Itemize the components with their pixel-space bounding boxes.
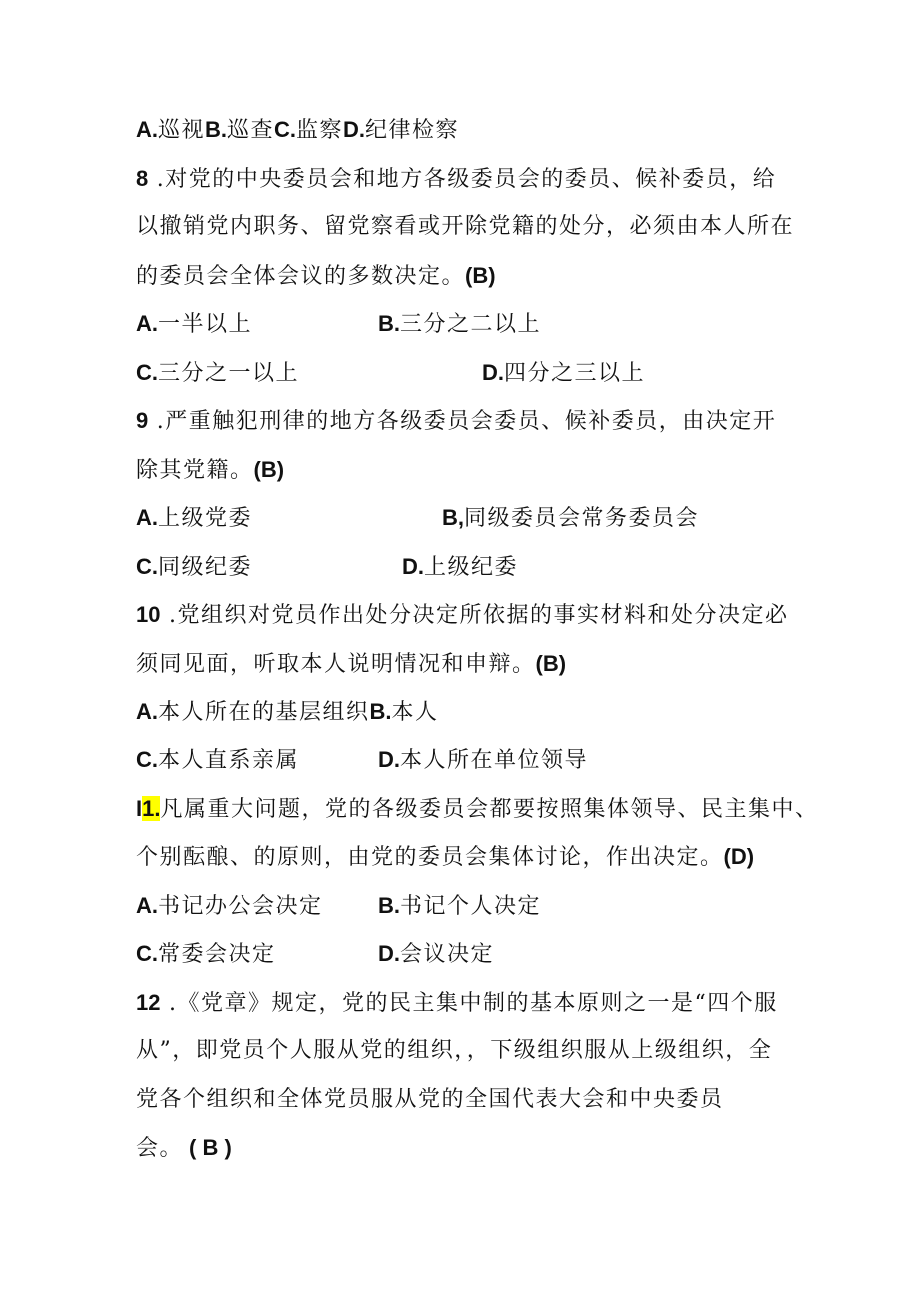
q8-option-b: B.三分之二以上 — [378, 311, 542, 337]
q8-option-a: A.一半以上 — [136, 311, 253, 337]
q10-option-c: C.本人直系亲属 — [136, 747, 300, 773]
q10-option-d: D.本人所在单位领导 — [378, 747, 589, 773]
q11-option-c: C.常委会决定 — [136, 941, 276, 967]
q7-option-d-key: D. — [343, 117, 366, 142]
q8-answer: (B) — [465, 263, 496, 288]
q8-text-line-3: 的委员会全体会议的多数决定。(B) — [136, 263, 496, 289]
q9-option-d: D.上级纪委 — [402, 554, 519, 580]
q8-text-line-1: 8 .对党的中央委员会和地方各级委员会的委员、候补委员，给 — [136, 166, 777, 192]
q8-text-line-2: 以撤销党内职务、留党察看或开除党籍的处分，必须由本人所在 — [136, 214, 795, 239]
q9-option-c: C.同级纪委 — [136, 554, 253, 580]
q10-options-ab: A.本人所在的基层组织B.本人 — [136, 699, 439, 725]
q12-text-line-2: 从”，即党员个人服从党的组织，，下级组织服从上级组织，全 — [136, 1038, 773, 1063]
q10-option-a: 本人所在的基层组织 — [158, 700, 370, 725]
q11-text-line-1: I1.凡属重大问题，党的各级委员会都要按照集体领导、民主集中、 — [136, 796, 819, 822]
q11-number: I1. — [136, 796, 161, 821]
q12-number: 12 — [136, 990, 161, 1015]
q11-answer: (D) — [723, 844, 755, 869]
q11-option-b: B.书记个人决定 — [378, 893, 542, 919]
q7-option-a: 巡视 — [158, 118, 206, 143]
q7-option-c-key: C. — [274, 117, 297, 142]
q7-option-b-key: B. — [205, 117, 228, 142]
q7-option-a-key: A. — [136, 117, 158, 142]
q8-option-c: C.三分之一以上 — [136, 360, 300, 386]
q9-number: 9 — [136, 408, 149, 433]
q9-option-a: A.上级党委 — [136, 505, 253, 531]
q8-option-d: D.四分之三以上 — [482, 360, 646, 386]
q10-text-line-2: 须同见面，听取本人说明情况和申辩。(B) — [136, 651, 567, 677]
q11-option-a: A.书记办公会决定 — [136, 893, 323, 919]
q9-option-b: B,同级委员会常务委员会 — [442, 505, 700, 531]
q11-text-line-2: 个别酝酿、的原则，由党的委员会集体讨论，作出决定。(D) — [136, 844, 755, 870]
q12-text-line-3: 党各个组织和全体党员服从党的全国代表大会和中央委员 — [136, 1087, 724, 1112]
q11-option-d: D.会议决定 — [378, 941, 495, 967]
q9-text-line-1: 9 .严重触犯刑律的地方各级委员会委员、候补委员，由决定开 — [136, 408, 777, 434]
q10-text-line-1: 10 .党组织对党员作出处分决定所依据的事实材料和处分决定必 — [136, 602, 789, 628]
q10-option-b: 本人 — [391, 700, 439, 725]
q7-option-b: 巡查 — [227, 118, 275, 143]
q12-text-line-4: 会。 ( B ) — [136, 1135, 232, 1161]
q7-option-d: 纪律检察 — [365, 118, 460, 143]
text-highlight: 1. — [142, 796, 161, 821]
q7-options — [136, 115, 459, 146]
q10-answer: (B) — [535, 651, 567, 676]
q12-text-line-1: 12 .《党章》规定，党的民主集中制的基本原则之一是“四个服 — [136, 990, 778, 1016]
q7-option-c: 监察 — [296, 118, 344, 143]
q10-number: 10 — [136, 602, 161, 627]
q8-number: 8 — [136, 166, 149, 191]
q9-text-line-2: 除其党籍。(B) — [136, 457, 285, 483]
q12-answer: ( B ) — [189, 1135, 232, 1160]
q9-answer: (B) — [253, 457, 285, 482]
